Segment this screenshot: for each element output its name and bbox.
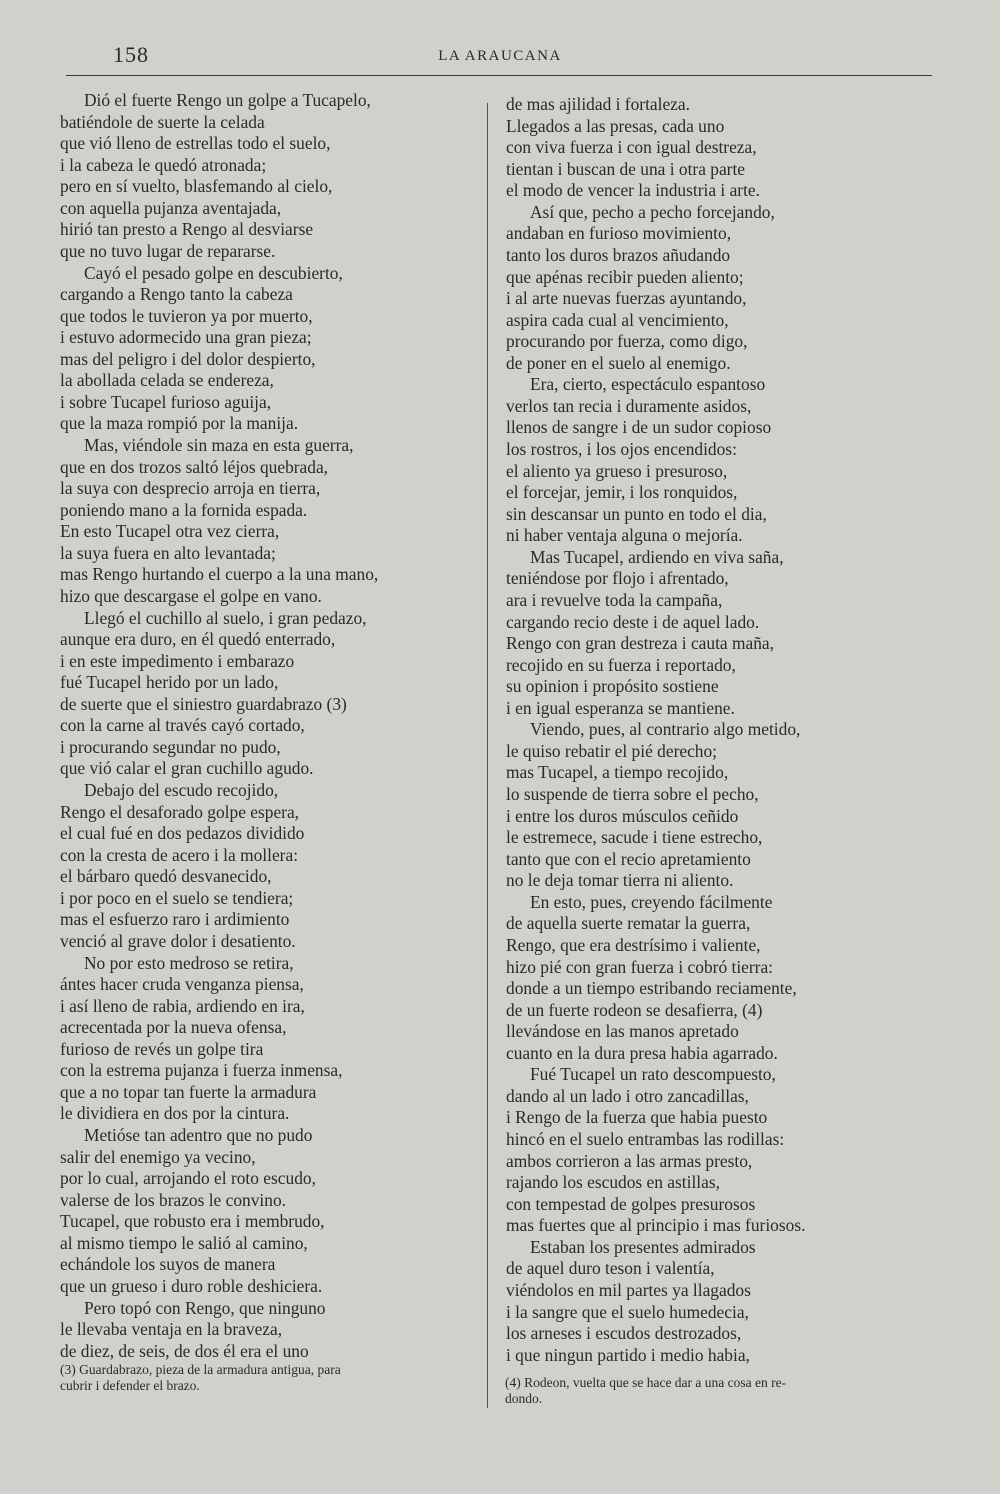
footnote-line: dondo. (505, 1390, 543, 1406)
column-divider (487, 103, 488, 1408)
footnote-line: cubrir i defender el brazo. (60, 1377, 200, 1393)
verse-line: que a no topar tan fuerte la armadura (60, 1081, 317, 1102)
verse-line: i en igual esperanza se mantiene. (506, 697, 735, 718)
verse-line: no le deja tomar tierra ni aliento. (506, 870, 734, 891)
verse-line: hizo pié con gran fuerza i cobró tierra: (506, 956, 774, 977)
verse-line: que un grueso i duro roble deshiciera. (60, 1275, 323, 1296)
verse-line: mas Tucapel, a tiempo recojido, (506, 762, 729, 783)
verse-line: la abollada celada se endereza, (60, 370, 274, 391)
verse-line: aunque era duro, en él quedó enterrado, (60, 629, 336, 650)
verse-line: el cual fué en dos pedazos dividido (60, 823, 305, 844)
verse-line: hizo que descargase el golpe en vano. (60, 585, 322, 606)
verse-line: i sobre Tucapel furioso aguija, (60, 391, 272, 412)
verse-line: Cayó el pesado golpe en descubierto, (84, 262, 343, 283)
verse-line: de suerte que el siniestro guardabrazo (3) (60, 693, 347, 714)
verse-line: teniéndose por flojo i afrentado, (506, 568, 729, 589)
verse-line: Dió el fuerte Rengo un golpe a Tucapelo, (84, 90, 371, 110)
verse-line: que apénas recibir pueden aliento; (506, 266, 744, 287)
verse-line: Pero topó con Rengo, que ninguno (84, 1297, 326, 1318)
verse-line: procurando por fuerza, como digo, (506, 331, 748, 352)
footnote-3 (60, 1362, 482, 1393)
verse-line: mas fuertes que al principio i mas furiosos. (506, 1215, 806, 1236)
verse-line: le estremece, sacude i tiene estrecho, (506, 827, 763, 848)
verse-line: Rengo, que era destrísimo i valiente, (506, 934, 761, 955)
verse-line: andaban en furioso movimiento, (506, 223, 732, 244)
verse-line: salir del enemigo ya vecino, (60, 1146, 256, 1167)
verse-line: que en dos trozos saltó léjos quebrada, (60, 456, 329, 477)
verse-line: que vió calar el gran cuchillo agudo. (60, 758, 314, 779)
verse-line: valerse de los brazos le convino. (60, 1189, 287, 1210)
verse-line: dando al un lado i otro zancadillas, (506, 1085, 749, 1106)
verse-line: mas Rengo hurtando el cuerpo a la una mano, (60, 564, 379, 585)
verse-line: con la carne al través cayó cortado, (60, 715, 305, 736)
verse-line: tanto los duros brazos añudando (506, 244, 731, 265)
verse-line: con aquella pujanza aventajada, (60, 197, 282, 218)
verse-line: ara i revuelve toda la campaña, (506, 589, 723, 610)
verse-line: de diez, de seis, de dos él era el uno (60, 1340, 309, 1361)
verse-line: el modo de vencer la industria i arte. (506, 180, 760, 201)
verse-line: Así que, pecho a pecho forcejando, (530, 201, 775, 222)
verse-line: Llegó el cuchillo al suelo, i gran pedazo, (84, 607, 367, 628)
verse-line: i la cabeza le quedó atronada; (60, 154, 267, 175)
verse-line: i Rengo de la fuerza que habia puesto (506, 1107, 768, 1128)
footnote-line: (4) Rodeon, vuelta que se hace dar a una cosa en re- (505, 1375, 787, 1390)
verse-line: Llegados a las presas, cada uno (506, 115, 725, 136)
verse-line: que vió lleno de estrellas todo el suelo, (60, 133, 331, 154)
verse-line: cargando recio deste i de aquel lado. (506, 611, 760, 632)
verse-line: donde a un tiempo estribando reciamente, (506, 978, 797, 999)
verse-line: de mas ajilidad i fortaleza. (506, 94, 690, 114)
verse-line: lo suspende de tierra sobre el pecho, (506, 784, 759, 804)
verse-line: por lo cual, arrojando el roto escudo, (60, 1168, 316, 1189)
verse-line: batiéndole de suerte la celada (60, 111, 265, 132)
verse-line: i que ningun partido i medio habia, (506, 1344, 750, 1365)
verse-line: al mismo tiempo le salió al camino, (60, 1232, 308, 1253)
verse-line: i procurando segundar no pudo, (60, 736, 281, 757)
verse-line: Tucapel, que robusto era i membrudo, (60, 1211, 325, 1232)
verse-line: Era, cierto, espectáculo espantoso (530, 374, 766, 395)
verse-line: le dividiera en dos por la cintura. (60, 1103, 290, 1124)
verse-line: llevándose en las manos apretado (506, 1021, 739, 1042)
page-number: 158 (113, 42, 149, 67)
verse-line: Viendo, pues, al contrario algo metido, (530, 719, 801, 740)
verse-line: con viva fuerza i con igual destreza, (506, 137, 757, 158)
verse-line: Debajo del escudo recojido, (84, 780, 279, 800)
verse-line: i por poco en el suelo se tendiera; (60, 887, 294, 908)
verse-line: En esto Tucapel otra vez cierra, (60, 521, 280, 542)
verse-line: Rengo con gran destreza i cauta maña, (506, 633, 774, 654)
verse-line: la suya fuera en alto levantada; (60, 542, 276, 563)
verse-line: ántes hacer cruda venganza piensa, (60, 974, 304, 995)
verse-line: i estuvo adormecido una gran pieza; (60, 327, 312, 348)
verse-line: de aquella suerte rematar la guerra, (506, 913, 751, 934)
verse-line: i al arte nuevas fuerzas ayuntando, (506, 288, 747, 309)
verse-line: pero en sí vuelto, blasfemando al cielo, (60, 176, 333, 197)
verse-line: los rostros, i los ojos encendidos: (506, 439, 737, 459)
verse-line: hincó en el suelo entrambas las rodillas: (506, 1129, 785, 1149)
verse-line: el forcejar, jemir, i los ronquidos, (506, 482, 738, 503)
verse-line: tanto que con el recio apretamiento (506, 848, 751, 869)
verse-line: recojido en su fuerza i reportado, (506, 654, 736, 675)
verse-line: Metióse tan adentro que no pudo (84, 1125, 313, 1145)
verse-line: fué Tucapel herido por un lado, (60, 672, 279, 693)
verse-line: Estaban los presentes admirados (530, 1236, 756, 1257)
verse-line: sin descansar un punto en todo el dia, (506, 503, 767, 524)
header-rule (66, 75, 932, 76)
verse-line: el bárbaro quedó desvanecido, (60, 866, 272, 887)
verse-line: En esto, pues, creyendo fácilmente (530, 891, 773, 912)
right-column (506, 94, 926, 1366)
verse-line: No por esto medroso se retira, (84, 952, 294, 973)
verse-line: Mas, viéndole sin maza en esta guerra, (84, 435, 354, 455)
verse-line: con la cresta de acero i la mollera: (60, 844, 299, 865)
verse-line: i entre los duros músculos ceñido (506, 805, 739, 826)
verse-line: el aliento ya grueso i presuroso, (506, 460, 728, 481)
verse-line: ni haber ventaja alguna o mejoría. (506, 525, 743, 546)
footnote-4 (505, 1375, 930, 1406)
verse-line: venció al grave dolor i desatiento. (60, 930, 296, 951)
verse-line: le llevaba ventaja en la braveza, (60, 1319, 283, 1340)
verse-line: la suya con desprecio arroja en tierra, (60, 478, 321, 499)
verse-line: llenos de sangre i de un sudor copioso (506, 417, 772, 438)
verse-line: cargando a Rengo tanto la cabeza (60, 284, 293, 305)
running-title: LA ARAUCANA (438, 48, 562, 64)
left-column (60, 90, 480, 1362)
verse-line: hirió tan presto a Rengo al desviarse (60, 219, 314, 240)
verse-line: aspira cada cual al vencimiento, (506, 309, 729, 330)
verse-line: verlos tan recia i duramente asidos, (506, 395, 752, 416)
verse-line: Rengo el desaforado golpe espera, (60, 801, 300, 822)
verse-line: que todos le tuvieron ya por muerto, (60, 305, 313, 326)
verse-line: le quiso rebatir el pié derecho; (506, 740, 718, 761)
verse-line: que la maza rompió por la manija. (60, 413, 299, 434)
verse-line: ambos corrieron a las armas presto, (506, 1150, 753, 1171)
verse-line: de poner en el suelo al enemigo. (506, 352, 731, 373)
verse-line: de aquel duro teson i valentía, (506, 1258, 715, 1279)
verse-line: Fué Tucapel un rato descompuesto, (530, 1064, 776, 1085)
verse-line: con la estrema pujanza i fuerza inmensa, (60, 1060, 343, 1081)
verse-line: poniendo mano a la fornida espada. (60, 499, 308, 520)
verse-line: echándole los suyos de manera (60, 1254, 276, 1275)
verse-line: cuanto en la dura presa habia agarrado. (506, 1042, 778, 1063)
verse-line: rajando los escudos en astillas, (506, 1172, 720, 1193)
verse-line: de un fuerte rodeon se desafierra, (4) (506, 999, 763, 1020)
verse-line: mas el esfuerzo raro i ardimiento (60, 909, 290, 930)
verse-line: mas del peligro i del dolor despierto, (60, 348, 316, 369)
verse-line: su opinion i propósito sostiene (506, 676, 719, 697)
verse-line: i en este impedimento i embarazo (60, 650, 295, 671)
verse-line: acrecentada por la nueva ofensa, (60, 1017, 287, 1038)
footnote-line: (3) Guardabrazo, pieza de la armadura antigua, para (60, 1362, 341, 1377)
verse-line: Mas Tucapel, ardiendo en viva saña, (530, 546, 784, 567)
verse-line: i la sangre que el suelo humedecia, (506, 1301, 749, 1322)
verse-line: furioso de revés un golpe tira (60, 1038, 264, 1059)
verse-line: que no tuvo lugar de repararse. (60, 240, 276, 261)
verse-line: con tempestad de golpes presurosos (506, 1193, 756, 1214)
verse-line: viéndolos en mil partes ya llagados (506, 1279, 751, 1300)
verse-line: i así lleno de rabia, ardiendo en ira, (60, 995, 305, 1016)
verse-line: los arneses i escudos destrozados, (506, 1323, 742, 1344)
verse-line: tientan i buscan de una i otra parte (506, 158, 746, 179)
